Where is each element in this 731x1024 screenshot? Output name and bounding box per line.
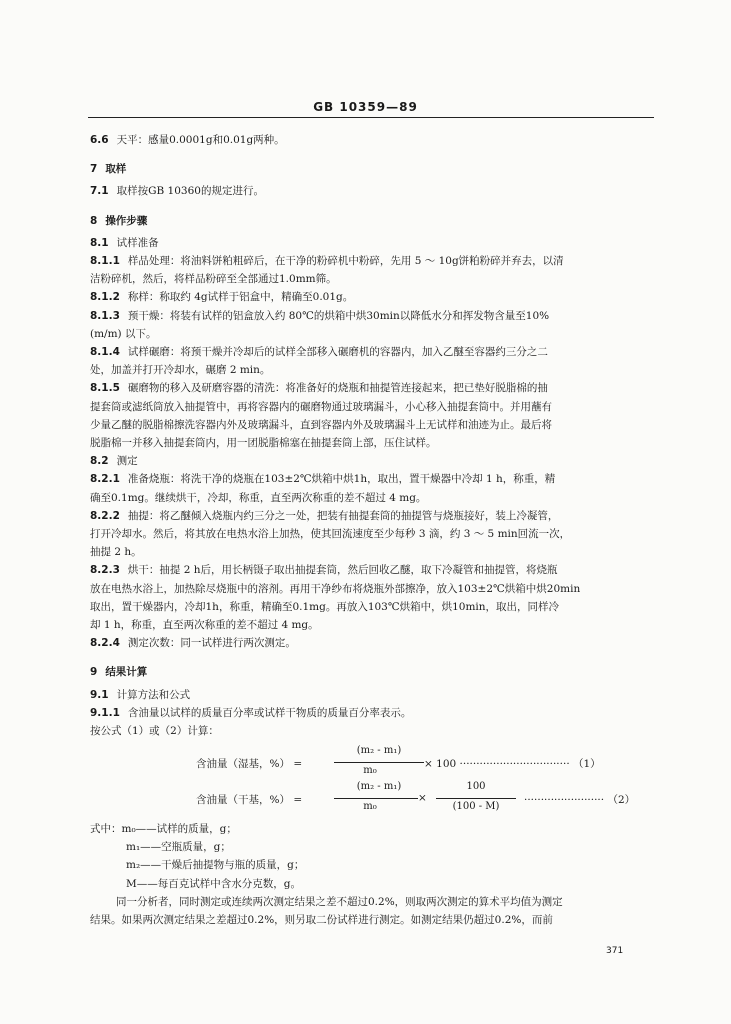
clause-text: 天平：感量0.0001g和0.01g两种。 — [116, 134, 285, 146]
formula-2-fraction-bar — [334, 798, 418, 799]
body-line — [90, 182, 654, 200]
clause-number: 8.2.4 — [90, 637, 120, 650]
body-line — [90, 686, 654, 704]
body-line — [90, 398, 654, 416]
formula-2-tail: ························ （2） — [524, 794, 636, 806]
section-heading — [90, 663, 654, 681]
body-text — [90, 131, 654, 740]
section-heading — [90, 160, 654, 178]
clause-number: 8 — [90, 214, 98, 227]
standard-code: GB 10359—89 — [313, 100, 418, 114]
body-line — [90, 288, 654, 306]
clause-number: 9.1 — [90, 688, 109, 701]
variable-m0: m₀——试样的质量，g； — [121, 823, 237, 835]
clause-text: 预干燥：将装有试样的铝盒放入约 80℃的烘箱中烘30min以降低水分和挥发物含量至10% — [127, 309, 550, 322]
note-line-1: 同一分析者，同时测定或连续两次测定结果之差不超过0.2%，则取两次测定的算术平均值为测定 — [116, 896, 563, 908]
clause-number: 6.6 — [90, 134, 109, 146]
clause-number: 7 — [90, 163, 98, 176]
clause-text: 测定 — [116, 455, 138, 468]
clause-number: 8.2.3 — [90, 564, 120, 577]
body-line — [90, 131, 654, 149]
clause-text: 打开冷却水。然后，将其放在电热水浴上加热，使其回流速度至少每秒 3 滴，约 3 ～ 5 min回流一次， — [90, 528, 571, 541]
clause-text: 计算方法和公式 — [116, 688, 191, 701]
clause-number: 9.1.1 — [90, 706, 120, 719]
body-line — [90, 416, 654, 434]
clause-text: 烘干：抽提 2 h后，用长柄镊子取出抽提套筒，然后回收乙醚，取下冷凝管和抽提管，将烧瓶 — [127, 564, 558, 577]
clause-text: 洁粉碎机，然后，将样品粉碎至全部通过1.0mm筛。 — [90, 273, 337, 286]
clause-text: 取出，置干燥器内，冷却1h，称重，精确至0.1mg。再放入103℃烘箱中，烘10min，取出，同样冷 — [90, 600, 560, 613]
body-line — [90, 634, 654, 652]
clause-number: 8.1.2 — [90, 291, 120, 304]
formula-2-denominator2: (100 - M) — [452, 801, 500, 812]
formula-1-denominator: m₀ — [363, 765, 377, 776]
clause-number: 8.1.1 — [90, 255, 120, 268]
repeatability-paragraph — [90, 893, 656, 929]
formula-2-denominator: m₀ — [363, 801, 377, 812]
body-line — [90, 525, 654, 543]
body-line — [90, 704, 654, 722]
body-line — [90, 270, 654, 288]
clause-text: 处，加盖并打开冷却水，碾磨 2 min。 — [90, 364, 271, 377]
formula-2-label: 含油量（干基，%） = — [196, 794, 303, 806]
body-line — [90, 598, 654, 616]
clause-text: 取样 — [105, 163, 127, 176]
clause-number: 8.2 — [90, 455, 109, 468]
clause-text: 放在电热水浴上，加热除尽烧瓶中的溶剂。再用干净纱布将烧瓶外部擦净，放入103±2℃烘箱中烘20min — [90, 582, 581, 595]
body-line — [90, 452, 654, 470]
clause-text: 却 1 h，称重，直至两次称重的差不超过 4 mg。 — [90, 619, 319, 632]
body-line — [90, 343, 654, 361]
body-line — [90, 325, 654, 343]
clause-text: 测定次数：同一试样进行两次测定。 — [127, 637, 296, 650]
clause-text: 少量乙醚的脱脂棉擦洗容器内外及玻璃漏斗，直到容器内外及玻璃漏斗上无试样和油迹为止。最后将 — [90, 418, 552, 431]
formula-1-tail: × 100 ································· （1） — [424, 758, 601, 770]
note-line-2: 结果。如果两次测定结果之差超过0.2%，则另取二份试样进行测定。如测定结果仍超过0.2%，而前 — [90, 914, 553, 927]
body-line — [90, 543, 654, 561]
clause-number: 8.1.4 — [90, 346, 120, 359]
body-line — [90, 307, 654, 325]
clause-number: 8.1.5 — [90, 382, 120, 395]
formula-2-numerator: (m₂ - m₁) — [356, 781, 402, 792]
formula-2-times: × — [418, 792, 427, 804]
section-heading — [90, 212, 654, 230]
body-line — [90, 234, 654, 252]
variable-definitions — [90, 820, 304, 893]
clause-text: 按公式（1）或（2）计算： — [90, 725, 219, 738]
clause-text: 取样按GB 10360的规定进行。 — [116, 185, 264, 198]
page-number: 371 — [606, 946, 624, 956]
clause-number: 8.2.1 — [90, 473, 120, 486]
clause-text: 碾磨物的移入及研磨容器的清洗：将准备好的烧瓶和抽提管连接起来，把已垫好脱脂棉的抽 — [127, 382, 548, 395]
clause-text: 脱脂棉一并移入抽提套筒内，用一团脱脂棉塞在抽提套筒上部，压住试样。 — [90, 437, 437, 450]
clause-text: 样品处理：将油料饼粕粗碎后，在干净的粉碎机中粉碎，先用 5 ～ 10g饼粕粉碎并弃去，以清 — [127, 255, 564, 268]
body-line — [90, 252, 654, 270]
variable-m2: m₂——干燥后抽提物与瓶的质量，g； — [126, 859, 305, 872]
clause-text: (m/m) 以下。 — [90, 327, 157, 340]
body-line — [90, 507, 654, 525]
body-line — [90, 722, 654, 740]
clause-text: 抽提：将乙醚倾入烧瓶内约三分之一处，把装有抽提套筒的抽提管与烧瓶接好，装上冷凝管， — [127, 509, 559, 522]
clause-number: 8.2.2 — [90, 509, 120, 522]
clause-number: 9 — [90, 666, 98, 679]
clause-number: 8.1 — [90, 236, 109, 249]
clause-text: 试样碾磨：将预干燥并冷却后的试样全部移入碾磨机的容器内，加入乙醚至容器约三分之二 — [127, 346, 548, 359]
body-line — [90, 489, 654, 507]
body-line — [90, 379, 654, 397]
clause-text: 提套筒或滤纸筒放入抽提管中，再将容器内的碾磨物通过玻璃漏斗，小心移入抽提套筒中。并用蘸有 — [90, 400, 552, 413]
formula-1-fraction-bar — [334, 762, 424, 763]
formula-2-fraction-bar2 — [436, 798, 516, 799]
body-line — [90, 434, 654, 452]
variable-m1: m₁——空瓶质量，g； — [126, 841, 231, 854]
clause-text: 称样：称取约 4g试样于铝盒中，精确至0.01g。 — [127, 291, 354, 304]
clause-text: 含油量以试样的质量百分率或试样干物质的质量百分率表示。 — [127, 706, 412, 719]
body-line — [90, 616, 654, 634]
header-rule — [88, 117, 654, 118]
body-line — [90, 561, 654, 579]
variable-M: M——每百克试样中含水分克数，g。 — [126, 877, 301, 890]
formula-1-numerator: (m₂ - m₁) — [356, 745, 402, 756]
clause-text: 结果计算 — [105, 666, 148, 679]
clause-text: 操作步骤 — [105, 214, 148, 227]
clause-text: 抽提 2 h。 — [90, 546, 142, 559]
clause-text: 试样准备 — [116, 236, 159, 249]
clause-number: 7.1 — [90, 185, 109, 198]
formula-2-numerator2: 100 — [466, 781, 486, 792]
clause-text: 准备烧瓶：将洗干净的烧瓶在103±2℃烘箱中烘1h，取出，置干燥器中冷却 1 h，称重，精 — [127, 473, 556, 486]
body-line — [90, 580, 654, 598]
body-line — [90, 361, 654, 379]
variables-intro: 式中：m₀——试样的质量，g； — [90, 823, 237, 835]
body-line — [90, 470, 654, 488]
formula-1-label: 含油量（湿基，%） = — [196, 758, 303, 770]
clause-number: 8.1.3 — [90, 309, 120, 322]
clause-text: 确至0.1mg。继续烘干，冷却，称重，直至两次称重的差不超过 4 mg。 — [90, 491, 427, 504]
